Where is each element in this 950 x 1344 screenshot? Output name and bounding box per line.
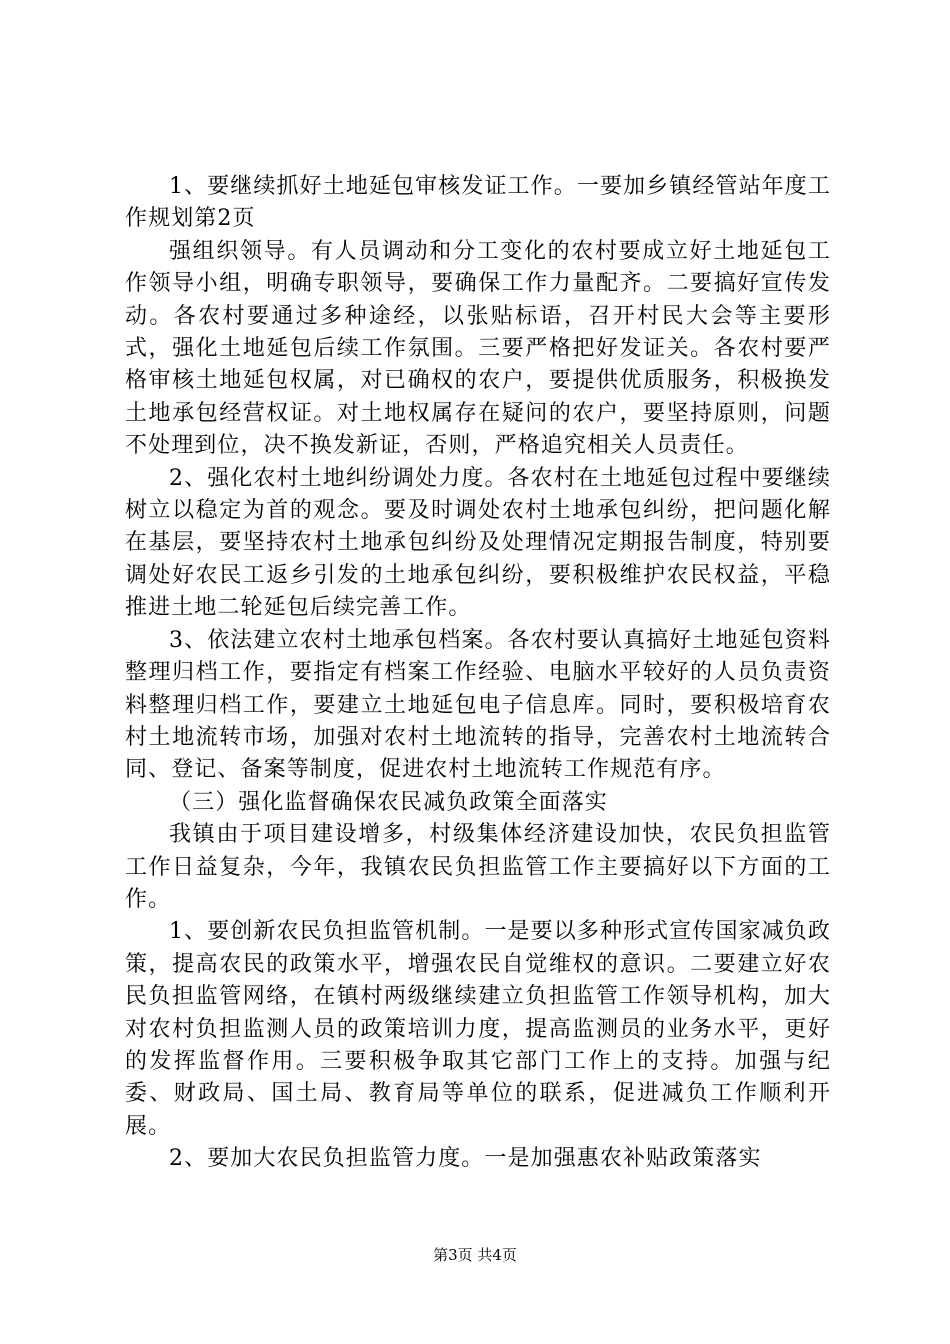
paragraph-3: 2、强化农村土地纠纷调处力度。各农村在土地延包过程中要继续树立以稳定为首的观念。要及时调处农村土地承包纠纷，把问题化解在基层，要坚持农村土地承包纠纷及处理情况定期报告制度，特别要调处好农民工返乡引发的土地承包纠纷，要积极维护农民权益，平稳推进土地二轮延包后续完善工作。 (125, 465, 831, 621)
paragraph-6: 1、要创新农民负担监管机制。一是要以多种形式宣传国家减负政策，提高农民的政策水平，增强农民自觉维权的意识。二要建立好农民负担监管网络，在镇村两级继续建立负担监管工作领导机构，加大对农村负担监测人员的政策培训力度，提高监测员的业务水平，更好的发挥监督作用。三要积极争取其它部门工作上的支持。加强与纪委、财政局、国土局、教育局等单位的联系，促进减负工作顺利开展。 (125, 919, 831, 1139)
page-footer: 第3页 共4页 (433, 1246, 517, 1264)
paragraph-4: 3、依法建立农村土地承包档案。各农村要认真搞好土地延包资料整理归档工作，要指定有档案工作经验、电脑水平较好的人员负责资料整理归档工作，要建立土地延包电子信息库。同时，要积极培育农村土地流转市场，加强对农村土地流转的指导，完善农村土地流转合同、登记、备案等制度，促进农村土地流转工作规范有序。 (125, 627, 831, 783)
paragraph-7: 2、要加大农民负担监管力度。一是加强惠农补贴政策落实 (169, 1146, 762, 1172)
section-heading: （三）强化监督确保农民减负政策全面落实 (169, 789, 608, 815)
document-body (125, 171, 831, 1176)
paragraph-1: 1、要继续抓好土地延包审核发证工作。一要加乡镇经管站年度工作规划第2页 (125, 174, 831, 232)
paragraph-2: 强组织领导。有人员调动和分工变化的农村要成立好土地延包工作领导小组，明确专职领导，要确保工作力量配齐。二要搞好宣传发动。各农村要通过多种途经，以张贴标语，召开村民大会等主要形式，强化土地延包后续工作氛围。三要严格把好发证关。各农村要严格审核土地延包权属，对已确权的农户，要提供优质服务，积极换发土地承包经营权证。对土地权属存在疑问的农户，要坚持原则，问题不处理到位，决不换发新证，否则，严格追究相关人员责任。 (125, 238, 831, 459)
paragraph-5: 我镇由于项目建设增多，村级集体经济建设加快，农民负担监管工作日益复杂，今年，我镇农民负担监管工作主要搞好以下方面的工作。 (125, 822, 831, 912)
